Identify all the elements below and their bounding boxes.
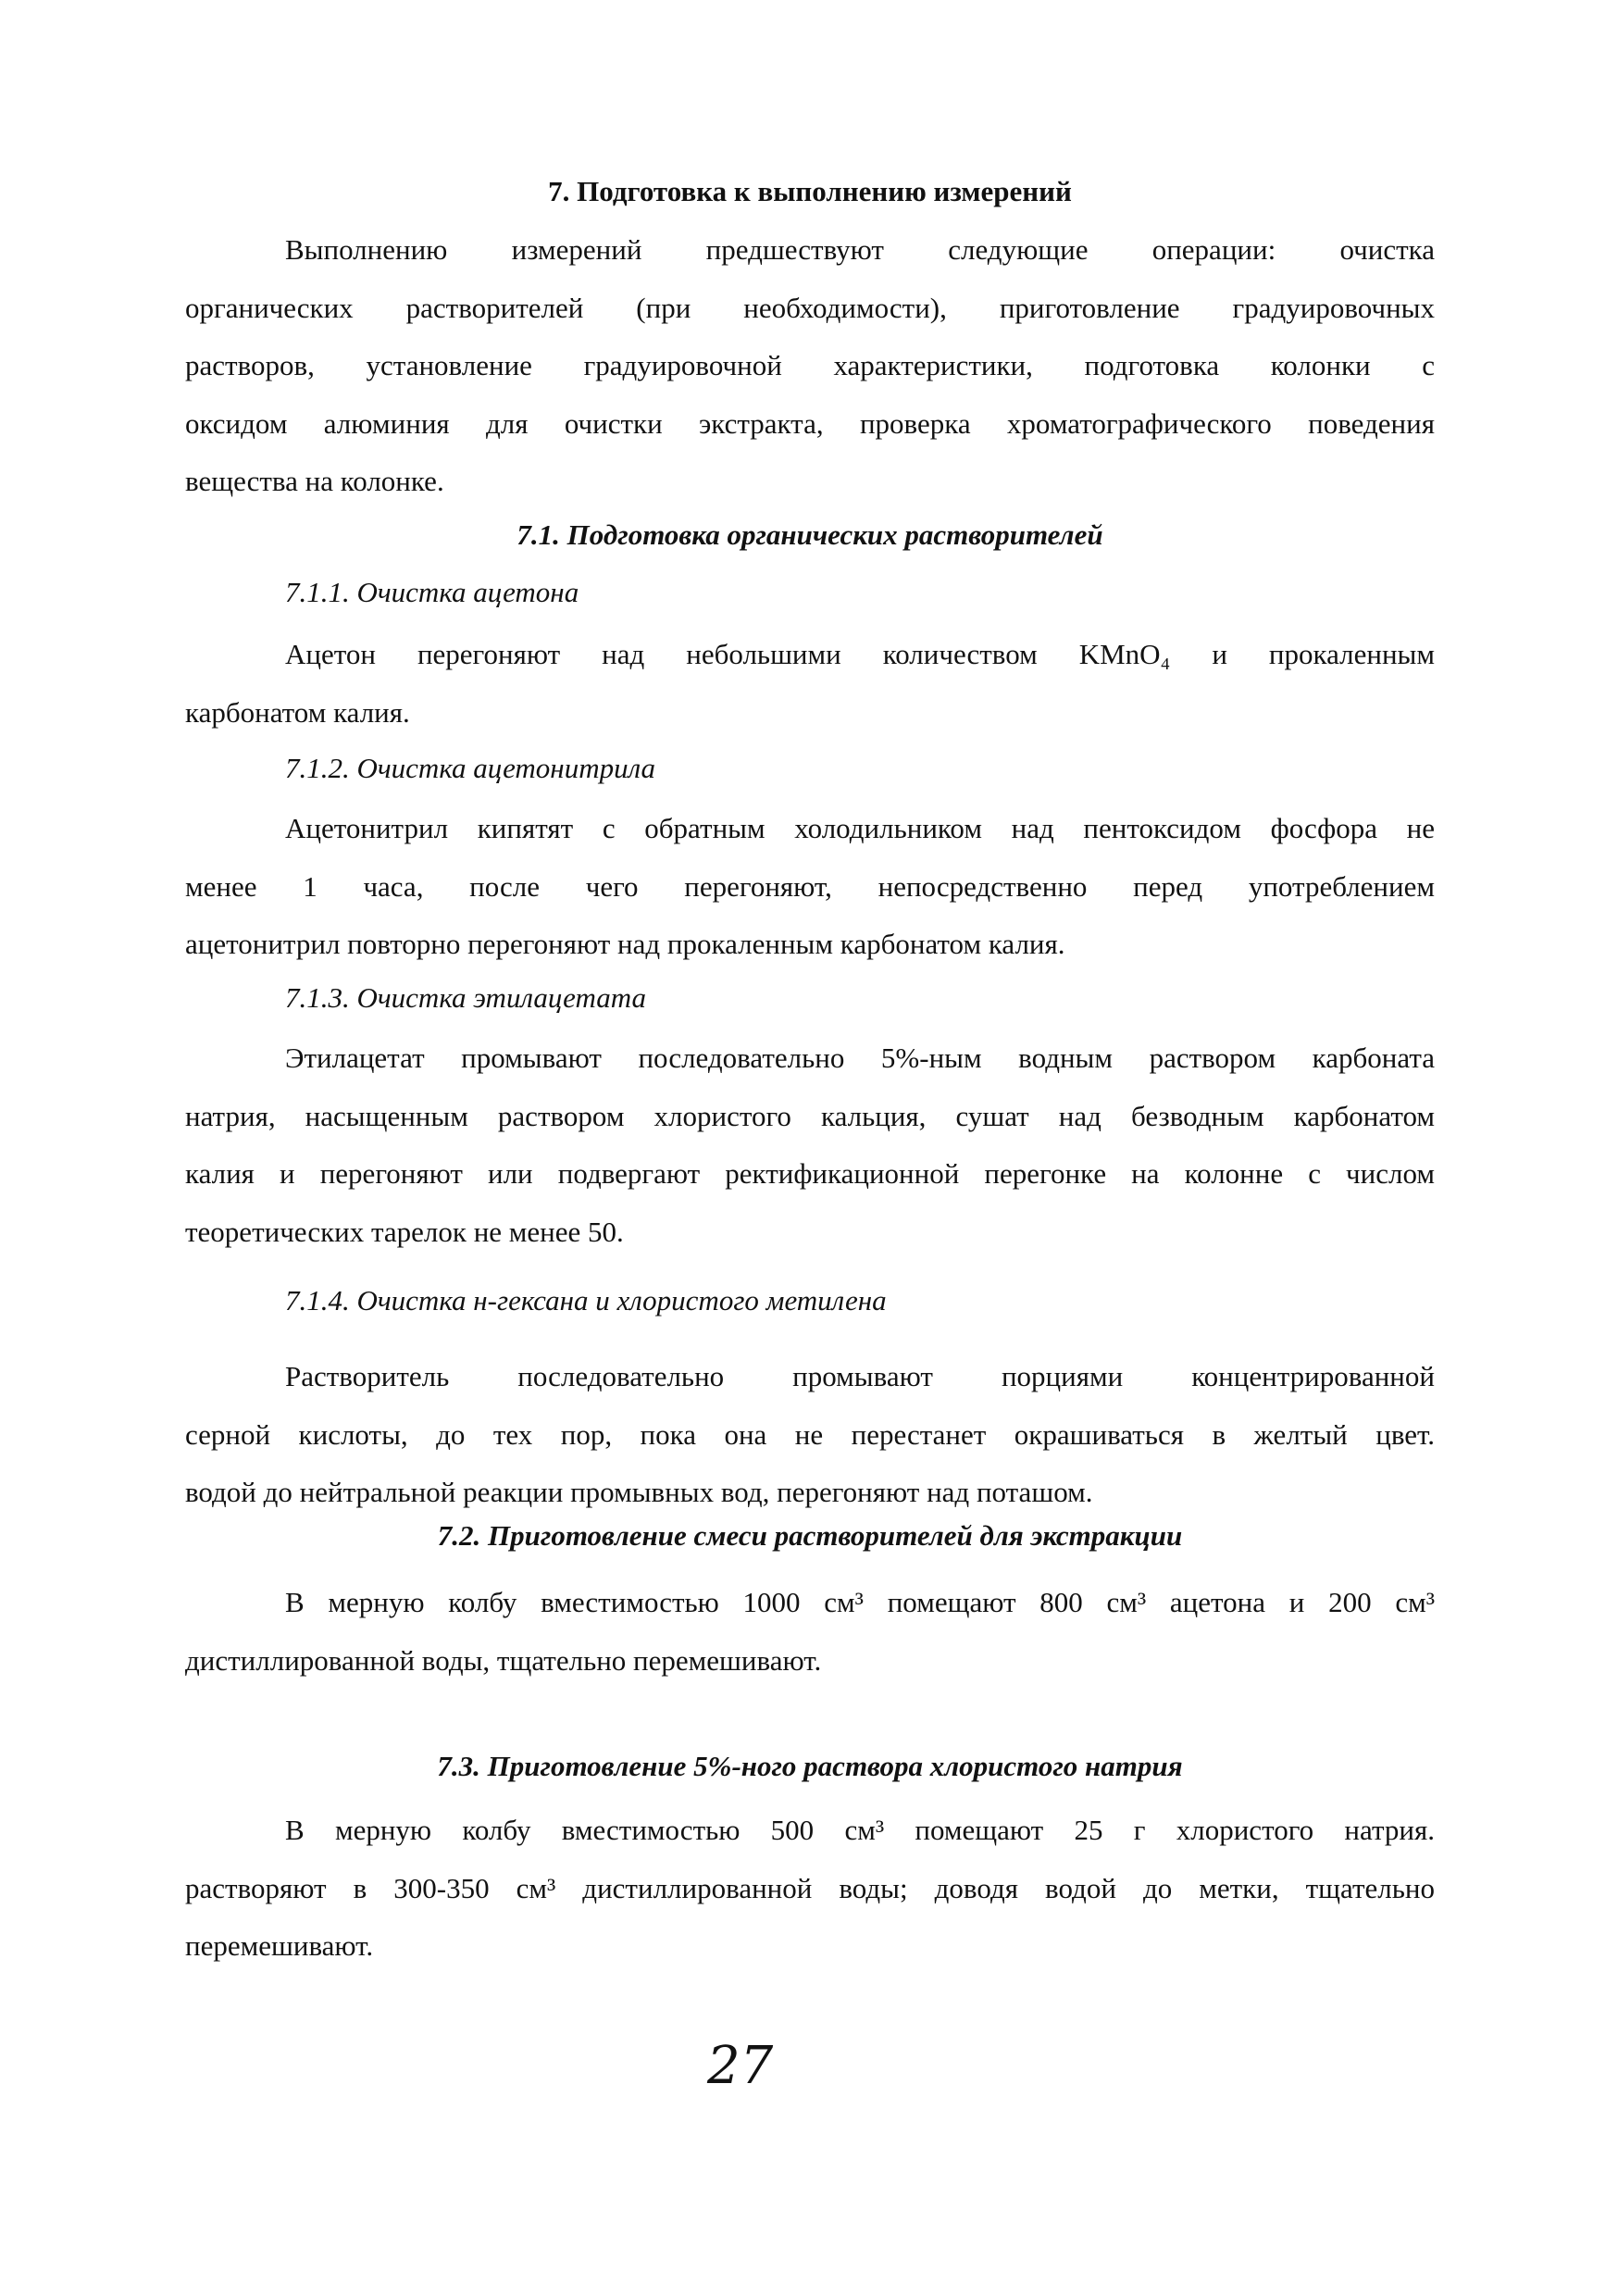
text-line: В мерную колбу вместимостью 1000 см³ помещают 800 см³ ацетона и 200 см³	[285, 1586, 1435, 1618]
text-line: вещества на колонке.	[185, 465, 444, 497]
text-line: калия и перегоняют или подвергают ректификационной перегонке на колонне с числом	[185, 1157, 1435, 1190]
text-line: дистиллированной воды, тщательно перемешивают.	[185, 1643, 822, 1677]
text-line: Этилацетат промывают последовательно 5%-ным водным раствором карбоната	[285, 1042, 1435, 1074]
text-line: растворов, установление градуировочной характеристики, подготовка колонки с	[185, 349, 1435, 381]
text-line: В мерную колбу вместимостью 500 см³ помещают 25 г хлористого натрия.	[285, 1814, 1435, 1846]
subsection-heading-7-1-4: 7.1.4. Очистка н-гексана и хлористого метилена	[285, 1284, 887, 1316]
subsection-heading-7-1-2: 7.1.2. Очистка ацетонитрила	[285, 752, 655, 784]
text-line: менее 1 часа, после чего перегоняют, непосредственно перед употреблением	[185, 869, 1435, 903]
text-line: серной кислоты, до тех пор, пока она не перестанет окрашиваться в желтый цвет.	[185, 1417, 1435, 1451]
text-line: карбонатом калия.	[185, 695, 410, 729]
page-number: 27	[707, 2036, 774, 2096]
subsection-heading-7-1-1: 7.1.1. Очистка ацетона	[285, 576, 579, 608]
section-heading-7: 7. Подготовка к выполнению измерений	[548, 175, 1072, 207]
text-line: органических растворителей (при необходимости), приготовление градуировочных	[185, 291, 1435, 324]
text-line: натрия, насыщенным раствором хлористого кальция, сушат над безводным карбонатом	[185, 1099, 1435, 1132]
text-line: оксидом алюминия для очистки экстракта, проверка хроматографического поведения	[185, 406, 1435, 440]
paragraph-7-2	[185, 1574, 1435, 1690]
paragraph-7-1-2	[185, 800, 1435, 974]
text-line: перемешивают.	[185, 1929, 374, 1962]
text-line: ацетонитрил повторно перегоняют над прокаленным карбонатом калия.	[185, 928, 1065, 960]
section-heading-7-3: 7.3. Приготовление 5%-ного раствора хлористого натрия	[437, 1750, 1183, 1782]
text-line: Ацетонитрил кипятят с обратным холодильником над пентоксидом фосфора не	[285, 812, 1435, 844]
subsection-heading-7-1-3: 7.1.3. Очистка этилацетата	[285, 981, 646, 1014]
paragraph-7-1-1	[185, 626, 1435, 742]
text-line: теоретических тарелок не менее 50.	[185, 1215, 624, 1248]
intro-paragraph	[185, 221, 1435, 511]
text-line: водой до нейтральной реакции промывных вод, перегоняют над поташом.	[185, 1476, 1093, 1508]
text-line: растворяют в 300-350 см³ дистиллированной воды; доводя водой до метки, тщательно	[185, 1871, 1435, 1904]
section-heading-7-1: 7.1. Подготовка органических растворителей	[517, 518, 1103, 551]
paragraph-7-3	[185, 1802, 1435, 1976]
paragraph-7-1-4	[185, 1348, 1435, 1522]
paragraph-7-1-3	[185, 1029, 1435, 1261]
text-line: Растворитель последовательно промывают порциями концентрированной	[285, 1360, 1435, 1392]
text-line: Выполнению измерений предшествуют следующие операции: очистка	[285, 233, 1435, 266]
text-line: Ацетон перегоняют над небольшими количеством KMnO₄ и прокаленным	[285, 638, 1435, 670]
section-heading-7-2: 7.2. Приготовление смеси растворителей для экстракции	[437, 1519, 1183, 1552]
